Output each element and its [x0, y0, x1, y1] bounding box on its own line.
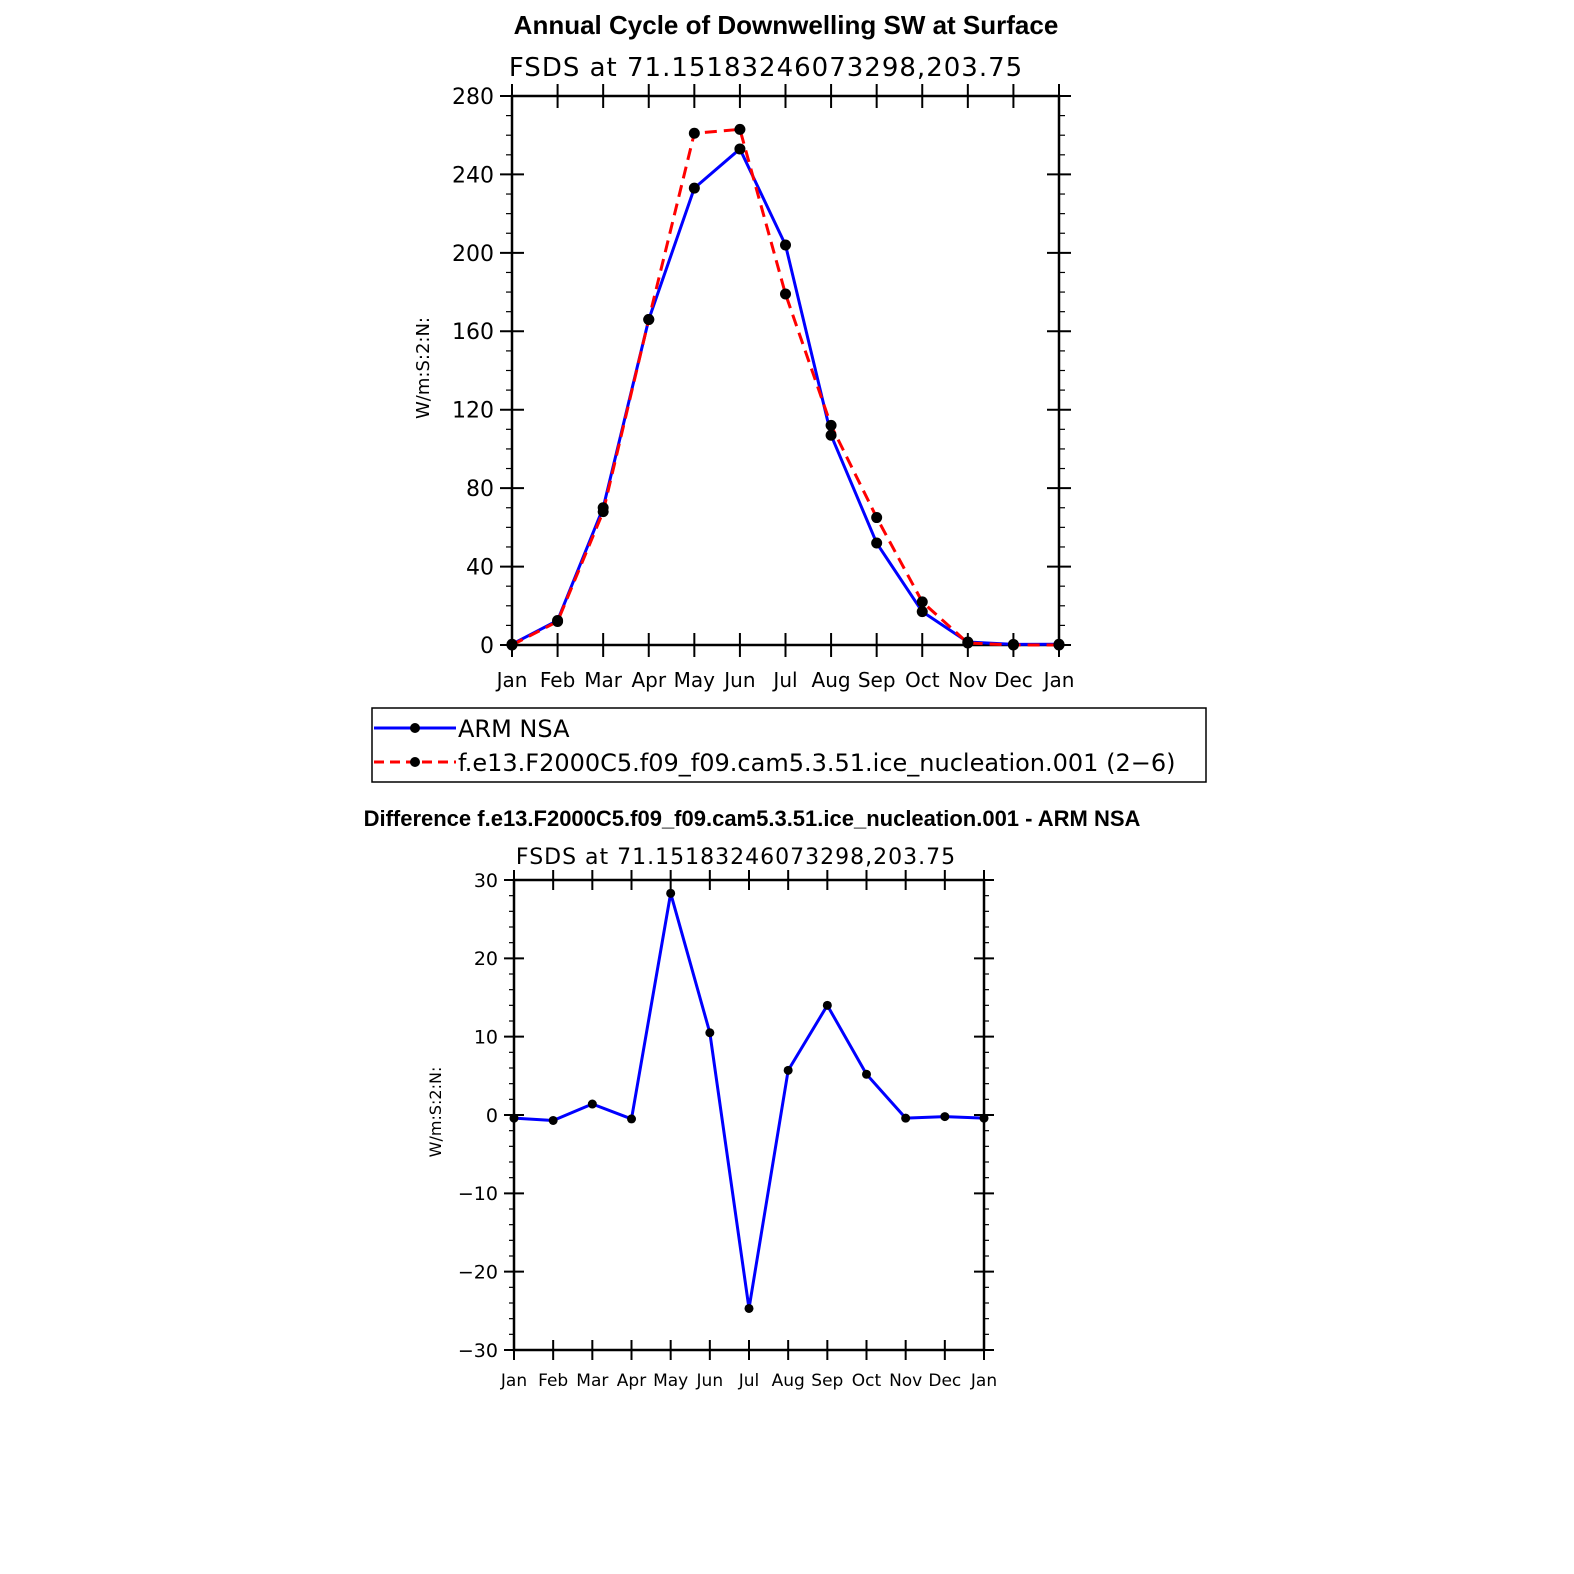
- bottom-x-tick-label: Sep: [811, 1371, 844, 1391]
- legend-arm-nsa-marker: [410, 723, 420, 733]
- top-series-1-point: [780, 289, 791, 300]
- bottom-series-0-point: [510, 1114, 519, 1123]
- top-y-tick-label: 240: [452, 163, 494, 189]
- top-series-0-point: [780, 240, 791, 251]
- top-series-1-point: [962, 638, 973, 649]
- bottom-x-tick-label: Aug: [771, 1371, 805, 1391]
- top-series-line-1: [512, 129, 1059, 645]
- top-series-1-point: [507, 640, 518, 651]
- top-chart-title: Annual Cycle of Downwelling SW at Surface: [513, 10, 1059, 40]
- bottom-x-tick-label: Dec: [928, 1371, 962, 1391]
- bottom-x-tick-label: Jul: [738, 1371, 760, 1391]
- top-chart-axes: [452, 84, 1074, 692]
- difference-chart: [364, 806, 1141, 1391]
- bottom-x-tick-label: Feb: [538, 1371, 569, 1391]
- top-y-tick-label: 40: [466, 555, 494, 581]
- top-x-tick-label: Sep: [857, 668, 896, 692]
- bottom-x-tick-label: Oct: [851, 1371, 882, 1391]
- bottom-series-0-point: [784, 1066, 793, 1075]
- bottom-chart-subtitle: FSDS at 71.15183246073298,203.75: [515, 845, 957, 870]
- top-series-1-point: [598, 506, 609, 517]
- top-plot-frame: [512, 96, 1059, 645]
- bottom-series-0-point: [901, 1114, 910, 1123]
- bottom-series-0-point: [588, 1100, 597, 1109]
- bottom-x-tick-label: Jan: [970, 1371, 998, 1391]
- legend: [372, 708, 1206, 782]
- top-series-1-point: [871, 512, 882, 523]
- bottom-y-tick-label: 0: [485, 1104, 498, 1127]
- top-x-tick-label: Oct: [904, 668, 940, 692]
- top-x-tick-label: Nov: [948, 668, 988, 692]
- bottom-x-tick-label: May: [653, 1371, 689, 1391]
- annual-cycle-chart: [413, 10, 1074, 692]
- top-y-tick-label: 160: [452, 320, 494, 346]
- legend-model-marker: [410, 757, 420, 767]
- bottom-chart-axes: [458, 870, 997, 1391]
- bottom-series-0-point: [862, 1070, 871, 1079]
- top-series-1-point: [689, 128, 700, 139]
- top-y-tick-label: 80: [466, 477, 494, 503]
- bottom-series-0-point: [666, 889, 675, 898]
- bottom-series-0-point: [823, 1001, 832, 1010]
- top-y-tick-label: 280: [452, 84, 494, 110]
- top-series-0-point: [917, 606, 928, 617]
- top-series-0-point: [826, 430, 837, 441]
- top-x-tick-label: Aug: [811, 668, 851, 692]
- bottom-chart-series: [510, 889, 989, 1313]
- top-x-tick-label: Jul: [773, 668, 798, 692]
- top-y-tick-label: 120: [452, 398, 494, 424]
- top-chart-series: [507, 124, 1065, 651]
- top-series-1-point: [1054, 640, 1065, 651]
- bottom-y-tick-label: −20: [457, 1261, 498, 1284]
- bottom-y-tick-label: −10: [457, 1183, 498, 1206]
- bottom-x-tick-label: Nov: [889, 1371, 923, 1391]
- bottom-x-tick-label: Apr: [616, 1371, 647, 1391]
- bottom-plot-frame: [514, 880, 984, 1350]
- top-x-tick-label: May: [673, 668, 716, 692]
- top-y-tick-label: 200: [452, 241, 494, 267]
- bottom-series-0-point: [980, 1114, 989, 1123]
- top-series-1-point: [1008, 640, 1019, 651]
- bottom-x-tick-label: Jan: [500, 1371, 528, 1391]
- top-series-1-point: [643, 314, 654, 325]
- bottom-x-tick-label: Jun: [696, 1371, 724, 1391]
- bottom-series-line-0: [514, 893, 984, 1308]
- bottom-chart-y-axis-label: W/m:S:2:N:: [426, 1066, 445, 1158]
- legend-arm-nsa-label: ARM NSA: [458, 715, 570, 743]
- top-x-tick-label: Feb: [539, 668, 576, 692]
- top-series-1-point: [826, 420, 837, 431]
- top-y-tick-label: 0: [480, 633, 494, 659]
- bottom-y-tick-label: 20: [473, 948, 498, 971]
- bottom-y-tick-label: 10: [473, 1026, 498, 1049]
- top-x-tick-label: Apr: [631, 668, 667, 692]
- top-series-line-0: [512, 149, 1059, 644]
- top-chart-subtitle: FSDS at 71.15183246073298,203.75: [508, 53, 1024, 83]
- bottom-series-0-point: [627, 1114, 636, 1123]
- top-series-0-point: [871, 538, 882, 549]
- top-series-0-point: [689, 183, 700, 194]
- top-series-1-point: [552, 616, 563, 627]
- legend-model-label: f.e13.F2000C5.f09_f09.cam5.3.51.ice_nucleation.001 (2−6): [458, 749, 1176, 777]
- top-series-1-point: [734, 124, 745, 135]
- bottom-y-tick-label: −30: [457, 1339, 498, 1362]
- bottom-series-0-point: [745, 1304, 754, 1313]
- top-series-0-point: [734, 143, 745, 154]
- top-series-1-point: [917, 596, 928, 607]
- top-x-tick-label: Jan: [496, 668, 528, 692]
- top-x-tick-label: Mar: [584, 668, 623, 692]
- top-chart-y-axis-label: W/m:S:2:N:: [413, 317, 434, 419]
- bottom-x-tick-label: Mar: [576, 1371, 609, 1391]
- bottom-series-0-point: [549, 1116, 558, 1125]
- top-x-tick-label: Jan: [1043, 668, 1075, 692]
- bottom-chart-title: Difference f.e13.F2000C5.f09_f09.cam5.3.51.ice_nucleation.001 - ARM NSA: [363, 806, 1141, 831]
- bottom-y-tick-label: 30: [473, 869, 498, 892]
- top-x-tick-label: Jun: [724, 668, 756, 692]
- bottom-series-0-point: [940, 1112, 949, 1121]
- bottom-series-0-point: [705, 1028, 714, 1037]
- top-x-tick-label: Dec: [994, 668, 1033, 692]
